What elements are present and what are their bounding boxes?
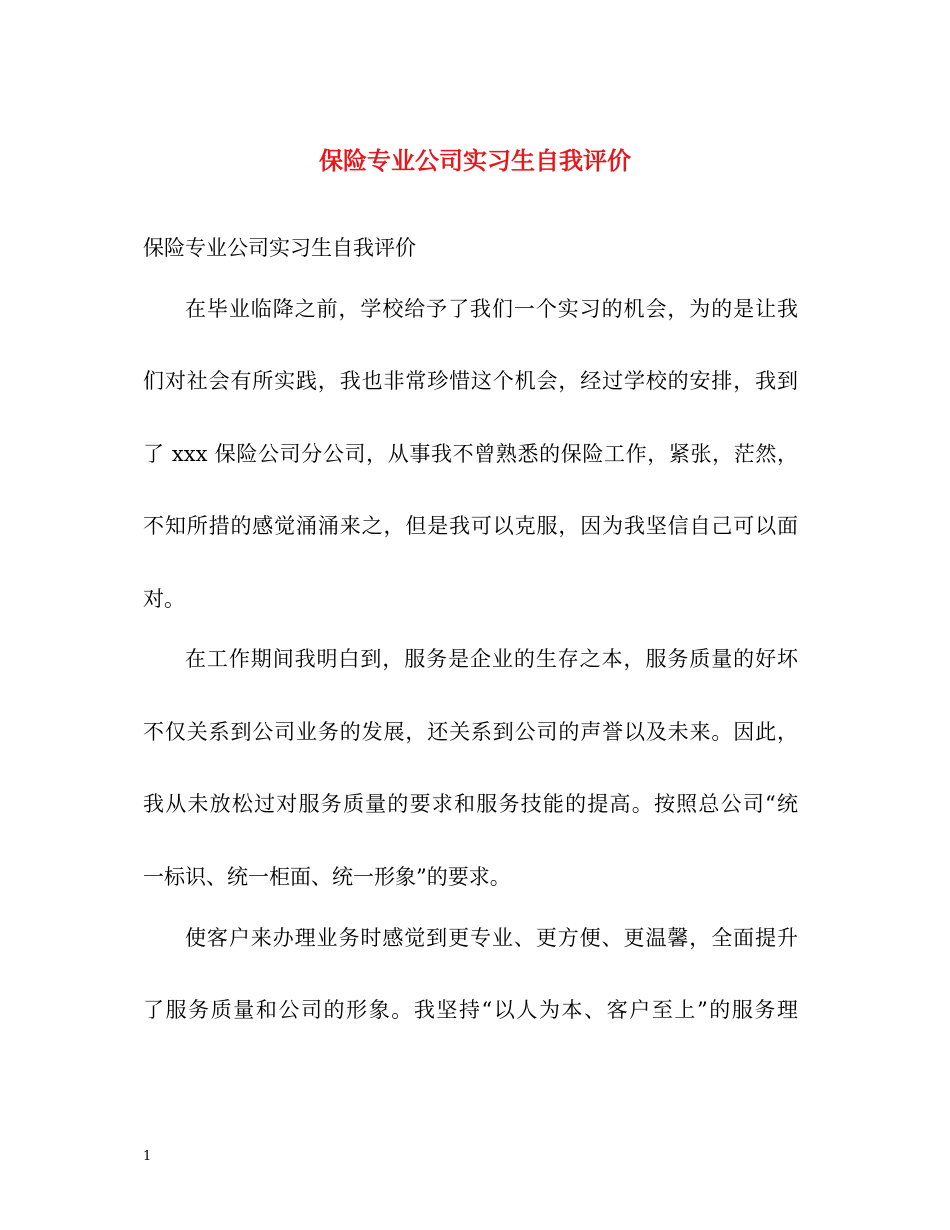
paragraph-line: 在毕业临降之前，学校给予了我们一个实习的机会，为的是让我 (185, 297, 798, 321)
page-number: 1 (143, 1149, 152, 1164)
paragraph-line: 对。 (143, 587, 185, 611)
paragraph-line: 在工作期间我明白到，服务是企业的生存之本，服务质量的好坏 (185, 647, 798, 671)
paragraph-line: 一标识、统一柜面、统一形象”的要求。 (143, 865, 511, 889)
page-title: 保险专业公司实习生自我评价 (319, 146, 631, 175)
document-subtitle: 保险专业公司实习生自我评价 (143, 236, 416, 260)
paragraph-line: 不仅关系到公司业务的发展，还关系到公司的声誉以及未来。因此， (143, 720, 798, 744)
paragraph-line: 们对社会有所实践，我也非常珍惜这个机会，经过学校的安排，我到 (143, 369, 798, 393)
paragraph-line: 了 xxx 保险公司分公司，从事我不曾熟悉的保险工作，紧张，茫然， (143, 442, 798, 466)
paragraph-line: 不知所措的感觉涌涌来之，但是我可以克服，因为我坚信自己可以面 (143, 514, 798, 538)
paragraph-line: 了服务质量和公司的形象。我坚持“以人为本、客户至上”的服务理 (143, 998, 798, 1022)
paragraph-line: 使客户来办理业务时感觉到更专业、更方便、更温馨，全面提升 (185, 926, 798, 950)
paragraph-line: 我从未放松过对服务质量的要求和服务技能的提高。按照总公司“统 (143, 792, 798, 816)
